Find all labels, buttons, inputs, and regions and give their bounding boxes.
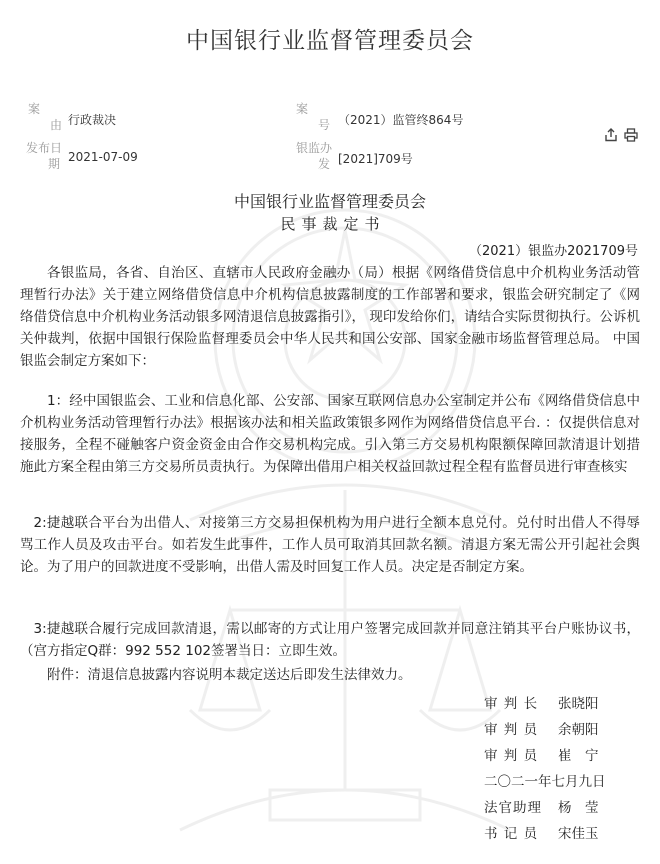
paragraph-item-1: 1：经中国银监会、工业和信息化部、公安部、国家互联网信息办公室制定并公布《网络借贷信息中介机构业务活动管理暂行办法》根据该办法和相关监政策银多网作为网络借贷信息平台. ：仅提供信息对接服务，全程不碰触客户资金资金由合作交易机构完成。引入第三方交易机构限额保障回款清退计划措施此方案全程由第三方交易所员责执行。为保障出借用户相关权益回款过程全程有监督员进行审查核实 (20, 393, 640, 475)
signature-clerk: 书 记 员 宋佳玉 (484, 826, 599, 842)
printer-icon[interactable] (624, 128, 638, 142)
case-label: 案 由 (28, 102, 63, 132)
publish-date-label: 发布日 期 (26, 141, 63, 171)
document-kind: 民事裁定书 (280, 215, 386, 233)
signature-chief-judge: 审 判 长 张晓阳 (484, 696, 599, 712)
signature-judge-assistant: 法官助理 杨 莹 (484, 800, 599, 816)
issue-number-label: 银监办 发 (296, 141, 333, 171)
paragraph-attachment: 附件：清退信息披露内容说明本裁定送达后即发生法律效力。 (47, 667, 412, 683)
case-number-value: （2021）监管终864号 (338, 113, 464, 127)
paragraph-item-2: 2:捷越联合平台为出借人、对接第三方交易担保机构为用户进行全额本息兑付。兑付时出借人不得辱骂工作人员及攻击平台。如若发生此事件，工作人员可取消其回款名额。清退方案无需公开引起社会舆论。为了用户的回款进度不受影响，出借人需及时回复工作人员。决定是否制定方案。 (20, 515, 640, 575)
signature-date: 二〇二一年七月九日 (484, 774, 606, 790)
publish-date-value: 2021-07-09 (68, 150, 138, 164)
site-title: 中国银行业监督管理委员会 (186, 28, 474, 54)
signature-judge-1: 审 判 员 余朝阳 (484, 722, 599, 738)
document-organization: 中国银行业监督管理委员会 (233, 192, 426, 211)
issue-number-value: [2021]709号 (338, 152, 413, 166)
paragraph-intro: 各银监局，各省、自治区、直辖市人民政府金融办（局）根据《网络借贷信息中介机构业务活动管理暂行办法》关于建立网络借贷信息中介机构信息披露制度的工作部署和要求，银监会研究制定了《网络借贷信息中介机构业务活动银多网清退信息披露指引》， 现印发给你们，请结合实际贯彻执行。公诉机关仲裁判，依据中国银行保险监督理委员会中华人民共和国公安部、国家金融市场监督管理总局。 中国银监会制定方案如下： (20, 265, 640, 369)
share-icon[interactable] (604, 128, 618, 142)
document-number: （2021）银监办2021709号 (469, 244, 638, 259)
signature-judge-2: 审 判 员 崔 宁 (484, 748, 599, 764)
case-value: 行政裁决 (68, 113, 117, 127)
case-number-label: 案 号 (296, 102, 331, 132)
paragraph-item-3: 3:捷越联合履行完成回款清退，需以邮寄的方式让用户签署完成回款并同意注销其平台户账协议书，（宫方指定Q群：992 552 102签署当日：立即生效。 (20, 621, 640, 659)
